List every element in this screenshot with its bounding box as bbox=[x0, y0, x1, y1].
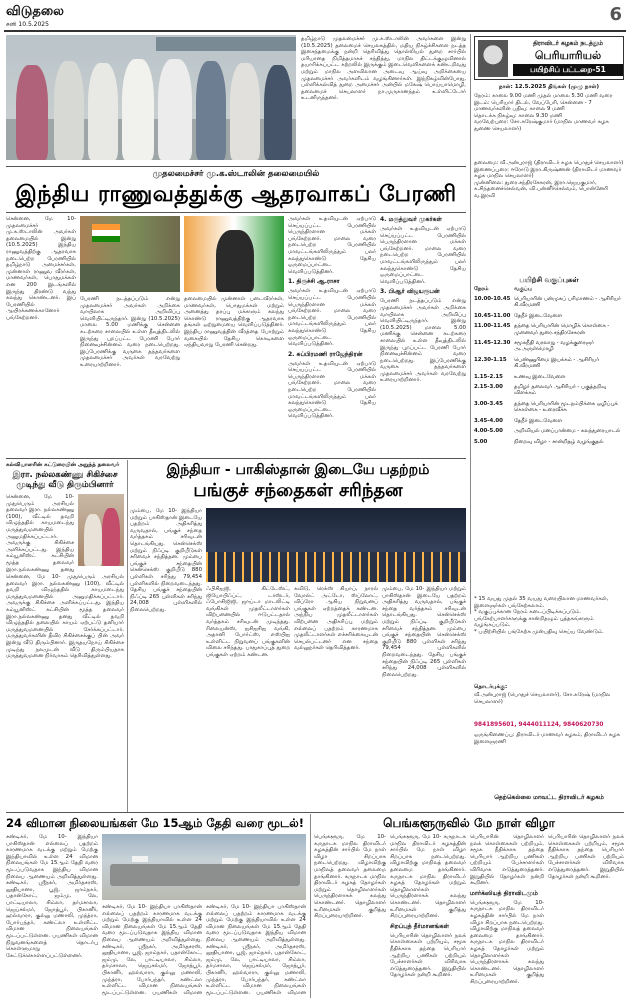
schedule-item: அறிவியல் மனப்பான்மை - கலந்துரையாடல் bbox=[514, 428, 621, 435]
airport-col2: சண்டிகர், மே 10- இந்தியா பாகிஸ்தான் எல்லைப் பதற்றம் காரணமாக வடக்கு மற்றும் மேற்கு இந்தியாவில் உள்ள 24 விமான நிலையங்கள் மே 15ஆம் தேதி வரை மூடப்படுவதாக இந்திய விமான நிலைய ஆணையம் அறிவித்துள்ளது. சண்டிகர், ஸ்ரீநகர், அமிர்தசரஸ், லூதியானா, பூஜ், ஜாம்நகர், பதான்கோட், ஜம்மு, லே, பாட்டியாலா, சிம்லா, தர்மசாலா, ஜெய்சல்மர், ஜோத்பூர், பிகானீர், ஹல்வாரா, குல்லு மணாலி, முந்த்ரா, போர்பந்தர், கண்ட்லா உள்ளிட்ட விமான நிலையங்கள் மூடப்பட்டுள்ளன. பயணிகள் விமான bbox=[102, 904, 202, 996]
bengaluru-subhead: மார்க்ஸியத் திராவிடமும் bbox=[470, 889, 538, 897]
schedule-row bbox=[474, 384, 624, 397]
top-story-kicker: முதலமைச்சர் மு.க.ஸ்டாலின் தலைமையில் bbox=[152, 169, 320, 179]
sidebar-header-line3: பயிற்சிப் பட்டறை-51 bbox=[513, 64, 623, 76]
list-subhead: 2. சுப்பிரமணி ராஜேந்திரன் bbox=[288, 350, 363, 358]
market-story-col2: ஃபிசிஐஜி, கிட்டேஸ்ட், ஜியோபிஃப்ட், டாஸ்டர், ஃபோசிஜிஜி, ஜாய்டா மாடலிட்டி வங்கிகள் முதலீட்டாளர்கள் விற்பனையில் ஈடுபட்டதால் வர்த்தகம் சரிவுடன் முடிந்தது. ரிலையன்ஸ், ஐசிஐசிஐ வங்கி, அதானி போர்ட்ஸ், எஸ்பிஐ உள்ளிட்ட நிறுவனப் பங்குகளின் விலை சரிந்தது. பாதுகாப்புத் துறை பங்குகள் ஏற்றம் கண்டன. bbox=[206, 586, 290, 658]
bengaluru-col2 bbox=[390, 834, 466, 996]
left-story-body: சென்னை, மே 10- முதுபெரும் அரசியல் தலைவர் இரா. நல்லகண்ணு (100), வீட்டில் தவறி விழுந்ததில் காயமடைந்து மருத்துவமனையில் அனுமதிக்கப்பட்டார். அவருக்கு சிகிச்சை அளிக்கப்பட்டது. இந்திய கம்யூனிஸ்ட் கட்சியின் மூத்த தலைவர் இரா.நல்லகண்ணு தனது வீட்டில் தவறி விழுந்ததில் தலையில் காயம் ஏற்பட்டு தனியார் மருத்துவமனையில் சேர்க்கப்பட்டார். மருத்துவர்களின் தீவிர சிகிச்சைக்குப் பின் அவர் இன்று வீடு திரும்பினார். இருதயநோய் சிகிச்சை முடிந்து நலமுடன் வீடு திரும்பியதாக மருத்துவமனை நிர்வாகம் தெரிவித்துள்ளது. bbox=[6, 574, 124, 660]
schedule-item: தேநீர் இடைவேளை bbox=[514, 312, 563, 319]
sidebar-footer: தெற்கெல்லை மாவட்ட திராவிடர் கழகம் bbox=[494, 794, 604, 801]
bengaluru-subhead: சிறப்புத் தீர்மானங்கள் bbox=[390, 922, 450, 930]
schedule-row bbox=[474, 340, 624, 353]
top-story-col4-text: அவர்கள் உதவியுடன் ஏற்பாடு செய்யப்பட்ட பேரணியில் பெருந்திரளான மக்கள் பங்கேற்றனர். மாலை வரை நடைபெற்ற பேரணியில் மாவட்டங்களிலிருந்தும் பலர் கலந்துகொண்டு தேசிய ஒருமைப்பாட்டை வெளிப்படுத்தினர். bbox=[288, 360, 376, 420]
bengaluru-col3-text: பெரியாரின் தொழிலாளர் நலக் கொள்கைகள் பற்றியும், சமூக நீதிக்காக தந்தை பெரியார் ஆற்றிய பணிகள் பற்றியும் பேச்சாளர்கள் விரிவாக எடுத்துரைத்தனர். இறுதியில் தோழர்கள் நன்றி கூறினர். bbox=[470, 834, 544, 887]
sidebar-header bbox=[474, 36, 624, 80]
workshop-chairs: தலைமை: வீ.அன்புராஜ் (திராவிடர் கழக பொதுச் செயலாளர்) இணைப்புரை: ஈரோடு இரா.கிருஷ்ணன் (திராவிடர் மாணவர் கழக மாநில செயலாளர்) முன்னிலை: துரை.சந்திரசேகரன், இரா.ஜெயகுமார், க.சிந்தனைச்செல்வன், வி.பன்னீர்செல்வம், பொன்னேரி வ.இரவி bbox=[474, 160, 624, 199]
airplane-icon bbox=[222, 858, 238, 864]
bengaluru-col3 bbox=[470, 834, 544, 996]
schedule-time: நேரம் bbox=[474, 286, 489, 292]
list-subhead: 4. மருத்துவர் முகர்கள் bbox=[380, 216, 442, 223]
airplane-icon bbox=[132, 856, 148, 862]
photo-chief-minister bbox=[184, 216, 284, 292]
paper-name: விடுதலை bbox=[6, 4, 64, 19]
market-story-col3: கவிடு, ரெக்ஸ் கியாப், நாரல் வோல்ட் அட்டோ, ஸ்ப்லோட், விப்ரோ ஆகிய நிறுவனப் பங்குகள் ஏற்றத்தைக் கண்டன. அந்நிய முதலீட்டாளர்கள் விற்பனை அதிகரிப்பு மற்றும் எல்லைப் பதற்றம் காரணமாக முதலீட்டாளர்கள் எச்சரிக்கையுடன் செயல்பட்டனர் என சந்தை வல்லுநர்கள் தெரிவித்தனர். bbox=[294, 586, 378, 652]
schedule-row bbox=[474, 374, 624, 380]
schedule-item: பெரியாரின் பன்முகப் பரிமாணம் - ஆசிரியர் கி.வீரமணி bbox=[514, 296, 621, 309]
top-story-col3: தலைமையில் முன்னாள் படைவீரர்கள், மாணவர்கள், பொதுமக்கள் மற்றும் அனைத்து தரப்பு மக்களும் கலந்து கொண்டு ராணுவத்திற்கு ஆதரவாக தங்கள் ஒற்றுமையை வெளிப்படுத்தினர். இந்திய ராணுவத்தின் வீரத்தை போற்றும் வகையில் தேசிய கொடிகளை ஏந்தியவாறு பேரணி சென்றது. bbox=[184, 296, 284, 349]
schedule-row bbox=[474, 418, 624, 424]
wall-sign bbox=[156, 37, 296, 51]
page-number: 6 bbox=[609, 4, 622, 25]
schedule-time: 3.00-3.45 bbox=[474, 400, 503, 407]
top-story-col2: பேரணி நடத்தப்படும் என்று முதலமைச்சர் அவர்கள் அறிக்கை வாயிலாக அறிவிப்பு வெளியிட்டிருந்தார். இன்று (10.5.2025) மாலை 5.00 மணிக்கு சென்னை கடற்கரை சாலையில் உள்ள தீவுத்திடலில் இருந்து புறப்பட்ட பேரணி போர் நினைவுச்சின்னம் வரை நடைபெற்றது. இப்பேரணிக்கு வருகை தந்தவர்களை முதலமைச்சர் அவர்கள் வரவேற்று உரையாற்றினார். bbox=[80, 296, 180, 368]
bengaluru-headline: பெங்களூருவில் மே நாள் விழா bbox=[383, 816, 555, 830]
schedule-time: 1.15-2.15 bbox=[474, 373, 503, 380]
rule bbox=[6, 458, 466, 459]
person-figure bbox=[230, 63, 260, 160]
schedule-item: சமூகநீதி வரலாறு - வழக்குரைஞர் அ.அருள்மொழி bbox=[514, 340, 594, 353]
schedule-item: தந்தை பெரியாரின் மூடநம்பிக்கை ஒழிப்புக் கொள்கை - உரைவீச்சு bbox=[514, 400, 618, 414]
person-figure bbox=[158, 59, 192, 160]
column-rule bbox=[470, 34, 471, 614]
top-story-col4 bbox=[288, 216, 376, 454]
person-figure bbox=[102, 508, 120, 566]
workshop-date: நாள்: 12.5.2025 திங்கள் (முழு நாள்) bbox=[498, 84, 600, 90]
india-flag-icon bbox=[92, 224, 120, 242]
schedule-row bbox=[474, 313, 624, 319]
bengaluru-col2-text: பெரியாரின் தொழிலாளர் நலக் கொள்கைகள் பற்றியும், சமூக நீதிக்காக தந்தை பெரியார் ஆற்றிய பணிகள் பற்றியும் பேச்சாளர்கள் விரிவாக எடுத்துரைத்தனர். இறுதியில் தோழர்கள் நன்றி கூறினர். bbox=[390, 932, 466, 979]
periyar-portrait bbox=[478, 40, 508, 77]
photo-airport bbox=[102, 834, 306, 900]
airport-col3: சண்டிகர், மே 10- இந்தியா பாகிஸ்தான் எல்லைப் பதற்றம் காரணமாக வடக்கு மற்றும் மேற்கு இந்தியாவில் உள்ள 24 விமான நிலையங்கள் மே 15ஆம் தேதி வரை மூடப்படுவதாக இந்திய விமான நிலைய ஆணையம் அறிவித்துள்ளது. சண்டிகர், ஸ்ரீநகர், அமிர்தசரஸ், லூதியானா, பூஜ், ஜாம்நகர், பதான்கோட், ஜம்மு, லே, பாட்டியாலா, சிம்லா, தர்மசாலா, ஜெய்சல்மர், ஜோத்பூர், பிகானீர், ஹல்வாரா, குல்லு மணாலி, முந்த்ரா, போர்பந்தர், கண்ட்லா உள்ளிட்ட விமான நிலையங்கள் மூடப்பட்டுள்ளன. பயணிகள் விமான bbox=[206, 904, 306, 996]
schedule-table bbox=[474, 286, 624, 592]
schedule-item: உணவு இடைவேளை bbox=[514, 373, 566, 380]
top-story-col4-text: அவர்கள் உதவியுடன் ஏற்பாடு செய்யப்பட்ட பேரணியில் பெருந்திரளான மக்கள் பங்கேற்றனர். மாலை வரை நடைபெற்ற பேரணியில் மாவட்டங்களிலிருந்தும் பலர் கலந்துகொண்டு தேசிய ஒருமைப்பாட்டை வெளிப்படுத்தினர். bbox=[288, 216, 376, 275]
top-story-col5 bbox=[380, 216, 466, 454]
schedule-time: 10.00-10.45 bbox=[474, 296, 511, 302]
column-rule bbox=[127, 460, 128, 812]
schedule-time: 5.00 bbox=[474, 438, 488, 445]
schedule-row bbox=[474, 439, 624, 445]
schedule-time: 11.45-12.30 bbox=[474, 340, 511, 347]
city-lights bbox=[206, 552, 466, 582]
left-story-kicker: கல்வியாளரின் கட்டுரையின் அறுந்த் தலைவர் bbox=[6, 462, 120, 468]
top-story-col5-text: அவர்கள் உதவியுடன் ஏற்பாடு செய்யப்பட்ட பேரணியில் பெருந்திரளான மக்கள் பங்கேற்றனர். மாலை வரை நடைபெற்ற பேரணியில் மாவட்டங்களிலிருந்தும் பலர் கலந்துகொண்டு தேசிய ஒருமைப்பாட்டை வெளிப்படுத்தினர். bbox=[380, 226, 466, 285]
market-story-headline: பங்குச் சந்தைகள் சரிந்தன bbox=[193, 480, 403, 501]
schedule-time: 10.45-11.00 bbox=[474, 312, 511, 319]
list-subhead: 3. பிஆர் விஜயரூபன் bbox=[380, 288, 440, 296]
list-subhead: 1. திருச்சி ஆ.ராசா bbox=[288, 278, 340, 286]
soldiers-row bbox=[80, 264, 180, 292]
schedule-row bbox=[474, 296, 624, 309]
photo-handover bbox=[6, 35, 296, 160]
bengaluru-col1: பெங்களூரு, மே 10- கருநாடக மாநில திராவிடர் கழகத்தின் சார்பில் மே நாள் விழா சிறப்பாக நடைபெற்றது. விழாவிற்கு மாநிலத் தலைவர் தலைமை தாங்கினார். கருநாடக மாநில திராவிடர் கழகத் தோழர்கள் மற்றும் தொழிலாளர்கள் பெருந்திரளாகக் கலந்து கொண்டனர். தொழிலாளர் உரிமைகள் குறித்து சிறப்புரையாற்றினர். bbox=[314, 834, 386, 920]
person-figure bbox=[84, 514, 102, 566]
left-story-lead: சென்னை, மே 10- முதுபெரும் அரசியல் தலைவர் இரா. நல்லகண்ணு (100), வீட்டில் தவறி விழுந்ததில் காயமடைந்து மருத்துவமனையில் அனுமதிக்கப்பட்டார். அவருக்கு சிகிச்சை அளிக்கப்பட்டது. இந்திய கம்யூனிஸ்ட் கட்சியின் மூத்த தலைவர் இரா.நல்லகண்ணு தனது bbox=[6, 494, 74, 572]
top-story-headline: இந்திய ராணுவத்துக்கு ஆதரவாகப் பேரணி bbox=[15, 182, 457, 207]
market-story-col4: மும்பை, மே 10- இந்தியா மற்றும் பாகிஸ்தான் இடையே பதற்றம் அதிகரித்து வருவதால், பங்குச் சந்தை வர்த்தகம் சரிவுடன் தொடங்கியது. சென்செக்ஸ் மற்றும் நிஃப்டி குறியீடுகள் சரிவைச் சந்தித்தன. மும்பை பங்குச் சந்தையின் சென்செக்ஸ் குறியீடு 880 புள்ளிகள் சரிந்து 79,454 புள்ளிகளில் நிறைவடைந்தது. தேசிய பங்குச் சந்தையின் நிஃப்டி 265 புள்ளிகள் சரிந்து 24,008 புள்ளிகளில் நிலைபெற்றது. bbox=[382, 586, 466, 678]
airport-col1: சண்டிகர், மே 10- இந்தியா பாகிஸ்தான் எல்லைப் பதற்றம் காரணமாக வடக்கு மற்றும் மேற்கு இந்தியாவில் உள்ள 24 விமான நிலையங்கள் மே 15ஆம் தேதி வரை மூடப்படுவதாக இந்திய விமான நிலைய ஆணையம் அறிவித்துள்ளது. சண்டிகர், ஸ்ரீநகர், அமிர்தசரஸ், லூதியானா, பூஜ், ஜாம்நகர், பதான்கோட், ஜம்மு, லே, பாட்டியாலா, சிம்லா, தர்மசாலா, ஜெய்சல்மர், ஜோத்பூர், பிகானீர், ஹல்வாரா, குல்லு மணாலி, முந்த்ரா, போர்பந்தர், கண்ட்லா உள்ளிட்ட விமான நிலையங்கள் மூடப்பட்டுள்ளன. பயணிகள் விமான நிறுவனங்களைத் தொடர்பு கொள்ளுமாறு கேட்டுக்கொள்ளப்பட்டுள்ளனர். bbox=[6, 834, 98, 959]
person-figure bbox=[54, 61, 84, 160]
workshop-details: நேரம்: காலை 9.00 மணி முதல் மாலை 5.30 மணி வரை இடம்: பெரியார் திடல், வேப்பேரி, சென்னை - 7 மாணவர்களின் பதிவு: காலை 9 மணி தொடக்க நிகழ்வு: காலை 9.30 மணி வரவேற்புரை: சோ.சுரேஷ்குமார் (மாநில மாணவர் கழக துணை செயலாளர்) bbox=[474, 93, 613, 132]
sidebar-header-line2: பெரியாரியல் bbox=[534, 49, 602, 62]
person-figure bbox=[196, 61, 226, 160]
schedule-row bbox=[474, 323, 624, 336]
organiser: ஒருங்கிணைப்பு: திராவிடர் மாணவர் கழகம், திராவிடர் கழக இளைஞரணி bbox=[474, 732, 621, 745]
workshop-notes: * 15 வயது முதல் 35 வயது வரையிலான மாணவர்கள், இளைஞர்கள் பங்கேற்கலாம். * வகுப்புக்கான நேரம் கடைப்பிடிக்கப்படும். பங்கேற்பாளர்களுக்கு சான்றிதழும் புத்தகங்களும் வழங்கப்படும். * பயிற்சியில் பங்கேற்க முன்பதிவு செய்ய வேண்டும். bbox=[474, 596, 609, 635]
rule bbox=[6, 166, 466, 167]
schedule-time: 12.30-1.15 bbox=[474, 356, 507, 363]
person-figure bbox=[264, 65, 292, 160]
top-story-col5-text: பேரணி நடத்தப்படும் என்று முதலமைச்சர் அவர்கள் அறிக்கை வாயிலாக அறிவிப்பு வெளியிட்டிருந்தார். இன்று (10.5.2025) மாலை 5.00 மணிக்கு சென்னை கடற்கரை சாலையில் உள்ள தீவுத்திடலில் இருந்து புறப்பட்ட பேரணி போர் நினைவுச்சின்னம் வரை நடைபெற்றது. இப்பேரணிக்கு வருகை தந்தவர்களை முதலமைச்சர் அவர்கள் வரவேற்று உரையாற்றினார். bbox=[380, 298, 466, 384]
terminal-building bbox=[110, 864, 300, 886]
schedule-title: பயிற்சி வகுப்புகள் bbox=[519, 276, 579, 284]
photo-city-night bbox=[206, 508, 466, 582]
schedule-row bbox=[474, 286, 624, 293]
rule bbox=[6, 812, 624, 813]
schedule-time: 3.45-4.00 bbox=[474, 417, 503, 424]
schedule-item: தமிழர் தலைவர் ஆசிரியர் - பகுத்தறிவு விளக்கம் bbox=[514, 384, 607, 397]
schedule-time: 11.00-11.45 bbox=[474, 323, 511, 330]
market-story-col1: மும்பை, மே 10- இந்தியா மற்றும் பாகிஸ்தான் இடையே பதற்றம் அதிகரித்து வருவதால், பங்குச் சந்தை வர்த்தகம் சரிவுடன் தொடங்கியது. சென்செக்ஸ் மற்றும் நிஃப்டி குறியீடுகள் சரிவைச் சந்தித்தன. மும்பை பங்குச் சந்தையின் சென்செக்ஸ் குறியீடு 880 புள்ளிகள் சரிந்து 79,454 புள்ளிகளில் நிறைவடைந்தது. தேசிய பங்குச் சந்தையின் நிஃப்டி 265 புள்ளிகள் சரிந்து 24,008 புள்ளிகளில் நிலைபெற்றது. bbox=[130, 508, 202, 613]
issue-date: சனி 10.5.2025 bbox=[6, 21, 49, 28]
contact-phones: 9841895601, 9444011124, 9840620730 bbox=[474, 722, 604, 728]
left-story-headline: இரா. நல்லகண்ணு சிகிச்சை முடிந்து வீடு திரும்பினார் bbox=[12, 470, 118, 490]
contact-label: தொடர்புக்கு: bbox=[474, 684, 508, 690]
schedule-item: வகுப்பு bbox=[514, 286, 532, 292]
top-story-col4-text: அவர்கள் உதவியுடன் ஏற்பாடு செய்யப்பட்ட பேரணியில் பெருந்திரளான மக்கள் பங்கேற்றனர். மாலை வரை நடைபெற்ற பேரணியில் மாவட்டங்களிலிருந்தும் பலர் கலந்துகொண்டு தேசிய ஒருமைப்பாட்டை வெளிப்படுத்தினர். bbox=[288, 288, 376, 348]
schedule-item: தந்தை பெரியாரின் மொழிக் கொள்கை - முனைவர் துரை.சந்திரசேகரன் bbox=[514, 323, 610, 336]
photo-nallakannu bbox=[78, 494, 124, 566]
portrait-figure bbox=[216, 230, 254, 292]
airport-headline: 24 விமான நிலையங்கள் மே 15ஆம் தேதி வரை மூடல்! bbox=[6, 816, 304, 830]
market-story-kicker: இந்தியா - பாகிஸ்தான் இடையே பதற்றம் bbox=[166, 462, 430, 478]
bengaluru-col3-text: பெங்களூரு, மே 10- கருநாடக மாநில திராவிடர் கழகத்தின் சார்பில் மே நாள் விழா சிறப்பாக நடைபெற்றது. விழாவிற்கு மாநிலத் தலைவர் தலைமை தாங்கினார். கருநாடக மாநில திராவிடர் கழகத் தோழர்கள் மற்றும் தொழிலாளர்கள் பெருந்திரளாகக் கலந்து கொண்டனர். தொழிலாளர் உரிமைகள் குறித்து சிறப்புரையாற்றினர். bbox=[470, 899, 544, 985]
schedule-item: நிறைவு விழா - சான்றிதழ் வழங்குதல் bbox=[514, 438, 604, 445]
schedule-row bbox=[474, 401, 624, 414]
person-figure bbox=[122, 59, 154, 160]
column-rule bbox=[310, 814, 311, 998]
person-figure bbox=[88, 63, 118, 160]
bengaluru-col2-text: பெங்களூரு, மே 10- கருநாடக மாநில திராவிடர் கழகத்தின் சார்பில் மே நாள் விழா சிறப்பாக நடைபெற்றது. விழாவிற்கு மாநிலத் தலைவர் தலைமை தாங்கினார். கருநாடக மாநில திராவிடர் கழகத் தோழர்கள் மற்றும் தொழிலாளர்கள் பெருந்திரளாகக் கலந்து கொண்டனர். தொழிலாளர் உரிமைகள் குறித்து சிறப்புரையாற்றினர். bbox=[390, 834, 466, 920]
rule bbox=[6, 212, 466, 213]
schedule-row bbox=[474, 357, 624, 370]
sidebar-header-line1: திராவிடர் கழகம் நடத்தும் bbox=[533, 40, 603, 47]
schedule-time: 2.15-3.00 bbox=[474, 384, 503, 391]
schedule-time: 4.00-5.00 bbox=[474, 428, 503, 435]
bengaluru-col4: பெரியாரின் தொழிலாளர் நலக் கொள்கைகள் பற்றியும், சமூக நீதிக்காக தந்தை பெரியார் ஆற்றிய பணிகள் பற்றியும் பேச்சாளர்கள் விரிவாக எடுத்துரைத்தனர். இறுதியில் தோழர்கள் நன்றி கூறினர். bbox=[548, 834, 624, 880]
schedule-row bbox=[474, 428, 624, 434]
schedule-item: பெண்ணுரிமை இயக்கம் - ஆசிரியர் கி.வீரமணி bbox=[514, 356, 599, 370]
contact-names: வீ.அன்புராஜ் (பொதுச் செயலாளர்), சோ.சுரேஷ் (மாநில செயலாளர்) bbox=[474, 692, 611, 705]
masthead-rule bbox=[4, 30, 626, 32]
top-story-lead: சென்னை, மே 10- முதலமைச்சர் மு.க.ஸ்டாலின் அவர்கள் தலைமையில் இன்று (10.5.2025) இந்திய ராணுவத்திற்கு ஆதரவாக நடைபெற்ற பேரணியில் தமிழ்நாடு அமைச்சர்கள், முன்னாள் ராணுவ வீரர்கள், மாணவர்கள், பொதுமக்கள் என 200 இடங்களில் இருந்து திரண்டு வந்து கலந்து கொண்டனர். இப் பேரணியில் ஆயிரக்கணக்கானோர் பங்கேற்றனர். bbox=[6, 216, 76, 321]
schedule-item: தேநீர் இடைவேளை bbox=[514, 417, 563, 424]
person-figure bbox=[16, 65, 48, 160]
photo-caption-text: தமிழ்நாடு முதலமைச்சர் மு.க.ஸ்டாலின் அவர்களை இன்று (10.5.2025) தலைமைச் செயலகத்தில், மதிய நிகழ்ச்சிகளை நடத்த இசைந்தமைக்கு நன்றி தெரிவித்து தொல்லியல் துறை சார்பில் மரியாதை நிமித்தமாகச் சந்தித்து, மாநில திட்டக்குழுவினால் தயாரிக்கப்பட்ட கற்றலில் இருக்கும் இடைவெளிகளைக் கண்டறிவது மற்றும் மாநில அளவிலான அடைவு ஆய்வு அறிக்கையை முதலமைச்சர் அவர்களிடம் வழங்கினார்கள். இந்நிகழ்வின்போது, பள்ளிக்கல்வித் துறை அமைச்சர் அன்பில் மகேஷ் பொய்யாமொழி, தலைமைச் செயலாளர் நா.முருகானந்தம் உள்ளிட்டோர் உடனிருந்தனர். bbox=[301, 36, 466, 102]
photo-flag-soldiers bbox=[80, 216, 180, 292]
